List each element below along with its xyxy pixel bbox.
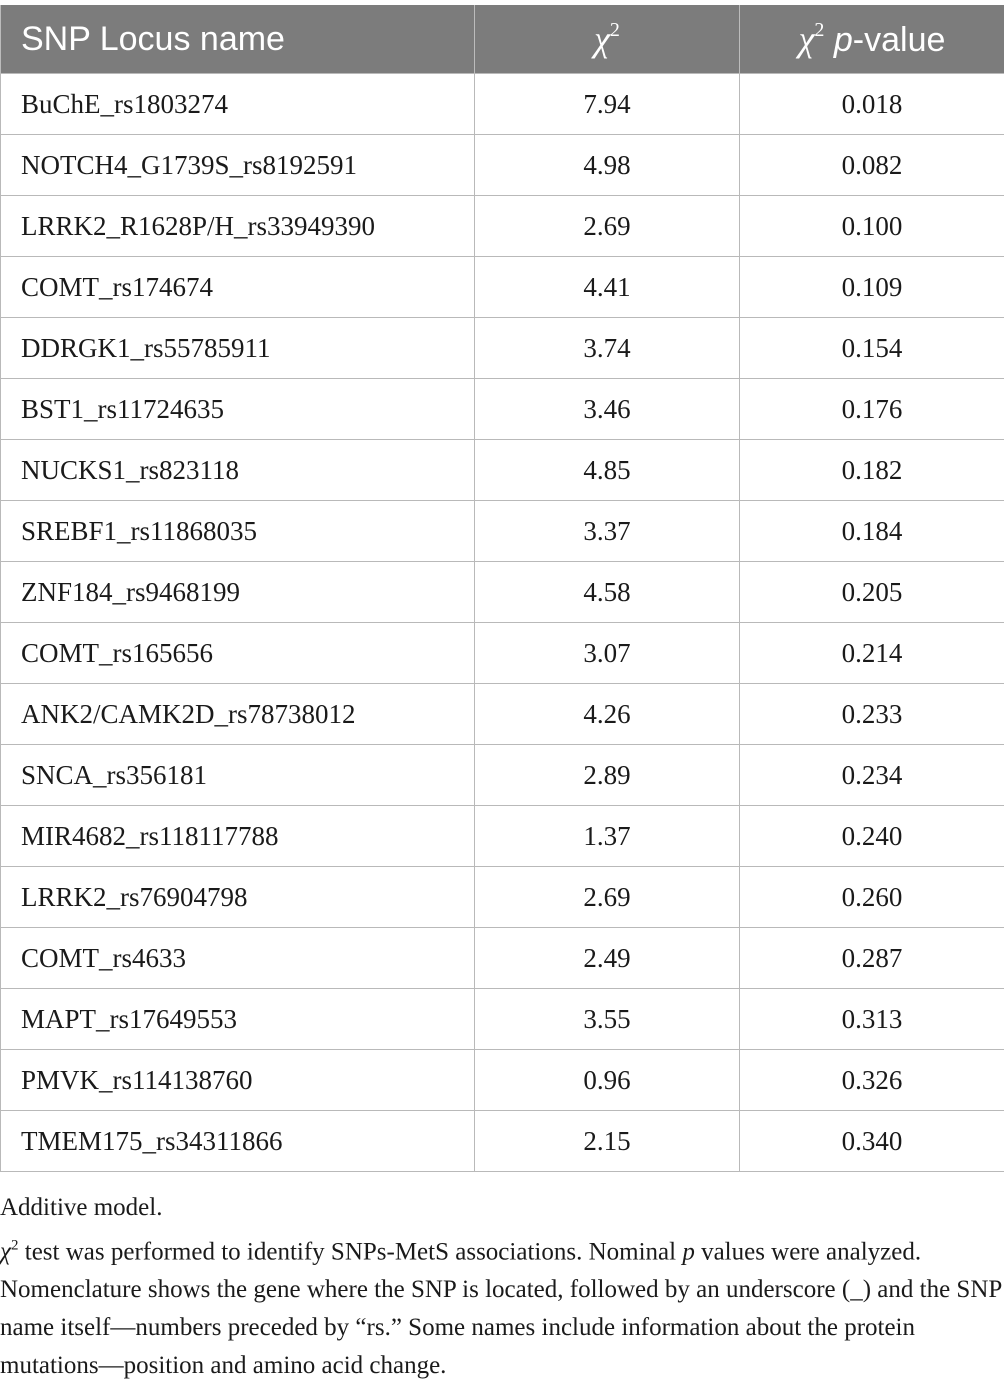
cell-chi-square: 1.37 <box>475 806 740 867</box>
cell-chi-square: 2.15 <box>475 1111 740 1172</box>
cell-locus-name: PMVK_rs114138760 <box>1 1050 475 1111</box>
cell-locus-name: SREBF1_rs11868035 <box>1 501 475 562</box>
table-row <box>1 928 1004 989</box>
cell-locus-name: BST1_rs11724635 <box>1 379 475 440</box>
cell-chi-square: 3.55 <box>475 989 740 1050</box>
cell-p-value: 0.260 <box>740 867 1004 928</box>
cell-p-value: 0.184 <box>740 501 1004 562</box>
cell-p-value: 0.234 <box>740 745 1004 806</box>
cell-chi-square: 7.94 <box>475 74 740 135</box>
cell-chi-square: 2.49 <box>475 928 740 989</box>
cell-chi-square: 2.69 <box>475 196 740 257</box>
header-chi-square <box>475 5 740 74</box>
table-row <box>1 257 1004 318</box>
cell-p-value: 0.154 <box>740 318 1004 379</box>
cell-chi-square: 2.69 <box>475 867 740 928</box>
table-row <box>1 440 1004 501</box>
cell-locus-name: SNCA_rs356181 <box>1 745 475 806</box>
table-row <box>1 867 1004 928</box>
cell-p-value: 0.240 <box>740 806 1004 867</box>
cell-locus-name: COMT_rs174674 <box>1 257 475 318</box>
chi-symbol: $\chi^2$ <box>0 1238 19 1265</box>
cell-p-value: 0.326 <box>740 1050 1004 1111</box>
cell-locus-name: ZNF184_rs9468199 <box>1 562 475 623</box>
cell-chi-square: 3.46 <box>475 379 740 440</box>
table-row <box>1 562 1004 623</box>
cell-locus-name: DDRGK1_rs55785911 <box>1 318 475 379</box>
cell-chi-square: 4.41 <box>475 257 740 318</box>
table-row <box>1 1111 1004 1172</box>
table-row <box>1 135 1004 196</box>
table-row <box>1 196 1004 257</box>
cell-locus-name: COMT_rs4633 <box>1 928 475 989</box>
cell-chi-square: 4.58 <box>475 562 740 623</box>
cell-locus-name: MIR4682_rs118117788 <box>1 806 475 867</box>
cell-p-value: 0.205 <box>740 562 1004 623</box>
cell-p-value: 0.340 <box>740 1111 1004 1172</box>
cell-locus-name: LRRK2_R1628P/H_rs33949390 <box>1 196 475 257</box>
cell-p-value: 0.287 <box>740 928 1004 989</box>
cell-chi-square: 4.98 <box>475 135 740 196</box>
table-row <box>1 379 1004 440</box>
cell-p-value: 0.018 <box>740 74 1004 135</box>
cell-locus-name: ANK2/CAMK2D_rs78738012 <box>1 684 475 745</box>
cell-chi-square: 4.26 <box>475 684 740 745</box>
cell-p-value: 0.109 <box>740 257 1004 318</box>
chi-superscript: 2 <box>610 19 620 41</box>
cell-chi-square: 4.85 <box>475 440 740 501</box>
cell-p-value: 0.176 <box>740 379 1004 440</box>
cell-locus-name: COMT_rs165656 <box>1 623 475 684</box>
cell-p-value: 0.082 <box>740 135 1004 196</box>
cell-p-value: 0.313 <box>740 989 1004 1050</box>
footnote-model: Additive model. <box>0 1189 1004 1227</box>
cell-chi-square: 3.37 <box>475 501 740 562</box>
table-footnotes <box>0 1189 1004 1385</box>
value-label: -value <box>853 21 946 59</box>
table-row <box>1 74 1004 135</box>
table-body <box>1 74 1004 1172</box>
table-row <box>1 1050 1004 1111</box>
table-row <box>1 623 1004 684</box>
cell-p-value: 0.100 <box>740 196 1004 257</box>
table-header <box>1 5 1004 74</box>
cell-locus-name: TMEM175_rs34311866 <box>1 1111 475 1172</box>
table-row <box>1 501 1004 562</box>
cell-chi-square: 2.89 <box>475 745 740 806</box>
p-label: p <box>834 21 853 59</box>
table-row <box>1 318 1004 379</box>
table-row <box>1 745 1004 806</box>
results-table-container <box>0 5 1004 1172</box>
header-row <box>1 5 1004 74</box>
table-row <box>1 989 1004 1050</box>
chi-symbol: χ <box>799 19 815 59</box>
cell-p-value: 0.182 <box>740 440 1004 501</box>
cell-p-value: 0.233 <box>740 684 1004 745</box>
cell-p-value: 0.214 <box>740 623 1004 684</box>
header-locus-name: SNP Locus name <box>1 5 475 74</box>
cell-locus-name: NOTCH4_G1739S_rs8192591 <box>1 135 475 196</box>
footnote-test: $\chi^2$ test was performed to identify SNPs-MetS associations. Nominal p values were analyzed. <box>0 1227 1004 1271</box>
table-row <box>1 684 1004 745</box>
table-row <box>1 806 1004 867</box>
chi-superscript: 2 <box>814 19 824 41</box>
cell-locus-name: BuChE_rs1803274 <box>1 74 475 135</box>
cell-locus-name: NUCKS1_rs823118 <box>1 440 475 501</box>
cell-chi-square: 3.74 <box>475 318 740 379</box>
header-chi-square-p-value <box>740 5 1004 74</box>
cell-locus-name: MAPT_rs17649553 <box>1 989 475 1050</box>
cell-chi-square: 0.96 <box>475 1050 740 1111</box>
cell-chi-square: 3.07 <box>475 623 740 684</box>
footnote-nomenclature: Nomenclature shows the gene where the SNP is located, followed by an underscore (_) and the SNP name itself—numbers preceded by “rs.” Some names include information about the protein mutations—position and amino acid change. <box>0 1271 1004 1385</box>
cell-locus-name: LRRK2_rs76904798 <box>1 867 475 928</box>
chi-symbol: χ <box>594 19 610 59</box>
snp-results-table <box>0 5 1004 1172</box>
